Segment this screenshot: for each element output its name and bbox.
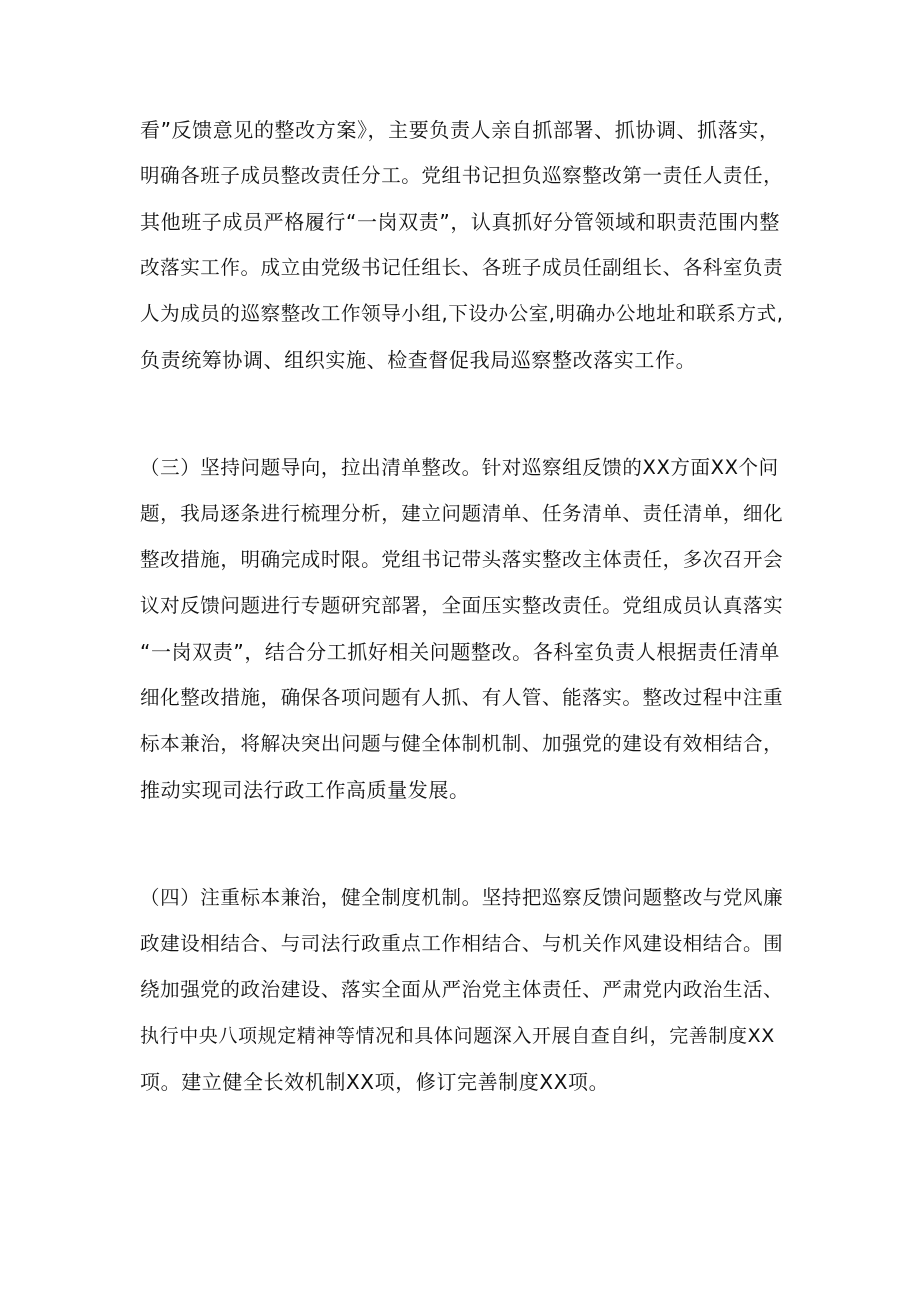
text-line: 细化整改措施，确保各项问题有人抓、有人管、能落实。整改过程中注重 — [140, 686, 784, 709]
text-line: 执行中央八项规定精神等情况和具体问题深入开展自查自纠，完善制度XX — [140, 1025, 775, 1047]
text-line: 议对反馈问题进行专题研究部署，全面压实整改责任。党组成员认真落实 — [140, 594, 784, 617]
section-heading-line: （四）注重标本兼治，健全制度机制。坚持把巡察反馈问题整改与党风廉 — [140, 886, 784, 909]
text-line: 改落实工作。成立由党级书记任组长、各班子成员任副组长、各科室负责 — [140, 256, 784, 279]
text-line: 题，我局逐条进行梳理分析，建立问题清单、任务清单、责任清单，细化 — [140, 502, 784, 525]
text-line: 项。建立健全长效机制XX项，修订完善制度XX项。 — [140, 1070, 610, 1094]
text-line: 负责统筹协调、组织实施、检查督促我局巡察整改落实工作。 — [140, 348, 697, 372]
text-line: 推动实现司法行政工作高质量发展。 — [140, 778, 470, 802]
text-line: 整改措施，明确完成时限。党组书记带头落实整改主体责任，多次召开会 — [140, 548, 784, 571]
text-line: 看”反馈意见的整改方案》，主要负责人亲自抓部署、抓协调、抓落实， — [140, 118, 780, 142]
text-line: 人为成员的巡察整改工作领导小组,下设办公室,明确办公地址和联系方式, — [140, 302, 784, 325]
text-line: 明确各班子成员整改责任分工。党组书记担负巡察整改第一责任人责任， — [140, 164, 784, 187]
text-line: 其他班子成员严格履行“一岗双责”，认真抓好分管领域和职责范围内整 — [140, 210, 780, 234]
text-line: 绕加强党的政治建设、落实全面从严治党主体责任、严肃党内政治生活、 — [140, 978, 784, 1001]
text-line: 标本兼治，将解决突出问题与健全体制机制、加强党的建设有效相结合， — [140, 732, 784, 755]
text-line: “一岗双责”，结合分工抓好相关问题整改。各科室负责人根据责任清单 — [140, 640, 780, 664]
section-heading-line: （三）坚持问题导向，拉出清单整改。针对巡察组反馈的XX方面XX个问 — [140, 456, 779, 479]
text-line: 政建设相结合、与司法行政重点工作相结合、与机关作风建设相结合。围 — [140, 932, 784, 955]
